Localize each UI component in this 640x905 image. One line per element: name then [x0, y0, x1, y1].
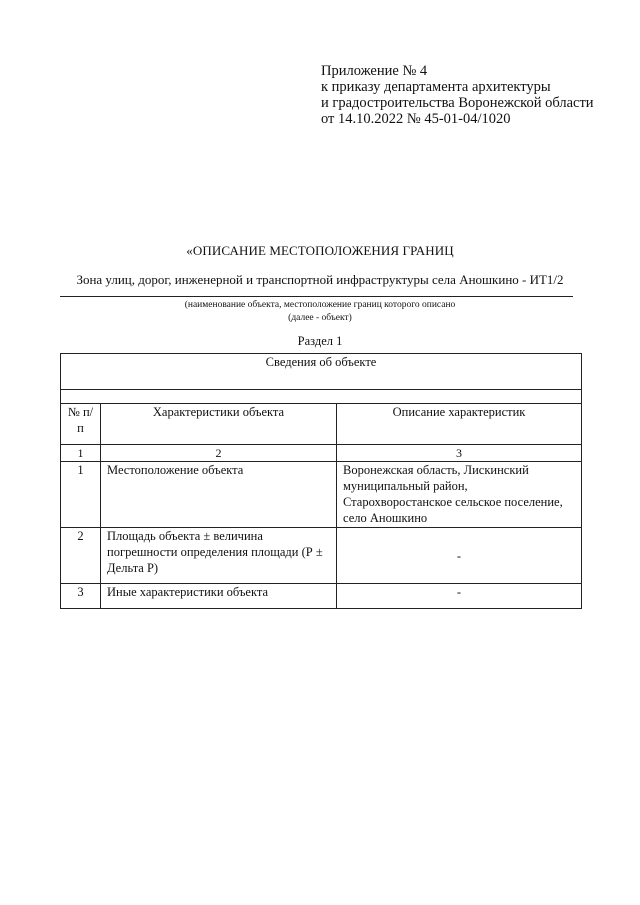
- appendix-line: от 14.10.2022 № 45-01-04/1020: [321, 111, 511, 127]
- section-label: Раздел 1: [297, 334, 343, 348]
- row-characteristic: Местоположение объекта: [101, 462, 337, 528]
- table-heading-row: [61, 354, 582, 390]
- column-header-num: № п/п: [61, 404, 101, 445]
- table-row: [61, 528, 582, 584]
- column-header-description: Описание характеристик: [337, 404, 582, 445]
- row-number: 3: [61, 584, 101, 609]
- column-header-characteristic: Характеристики объекта: [101, 404, 337, 445]
- column-number: 1: [61, 445, 101, 462]
- object-info-table: [60, 353, 582, 609]
- row-number: 2: [61, 528, 101, 584]
- column-number: 2: [101, 445, 337, 462]
- object-name-underline: [60, 296, 573, 297]
- table-column-number-row: [61, 445, 582, 462]
- table-column-header-row: [61, 404, 582, 445]
- row-characteristic: Иные характеристики объекта: [101, 584, 337, 609]
- row-description: -: [337, 528, 582, 584]
- object-name: Зона улиц, дорог, инженерной и транспортной инфраструктуры села Аношкино - ИТ1/2: [76, 272, 564, 287]
- table-row: [61, 584, 582, 609]
- row-characteristic: Площадь объекта ± величина погрешности определения площади (Р ± Дельта Р): [101, 528, 337, 584]
- appendix-block: [321, 63, 594, 127]
- appendix-line: к приказу департамента архитектуры: [321, 79, 551, 95]
- row-description: Воронежская область, Лискинский муниципальный район, Старохворостанское сельское поселение, село Аношкино: [337, 462, 582, 528]
- column-number: 3: [337, 445, 582, 462]
- document-title: «ОПИСАНИЕ МЕСТОПОЛОЖЕНИЯ ГРАНИЦ: [186, 243, 454, 258]
- row-description: -: [337, 584, 582, 609]
- table-heading: Сведения об объекте: [61, 354, 582, 390]
- caption-line: (наименование объекта, местоположение границ которого описано: [184, 300, 456, 310]
- appendix-line: Приложение № 4: [321, 63, 428, 79]
- object-name-caption: [0, 299, 640, 325]
- table-spacer: [61, 390, 582, 404]
- table-spacer-row: [61, 390, 582, 404]
- table-row: [61, 462, 582, 528]
- appendix-line: и градостроительства Воронежской области: [321, 95, 594, 111]
- row-number: 1: [61, 462, 101, 528]
- caption-line: (далее - объект): [288, 313, 352, 323]
